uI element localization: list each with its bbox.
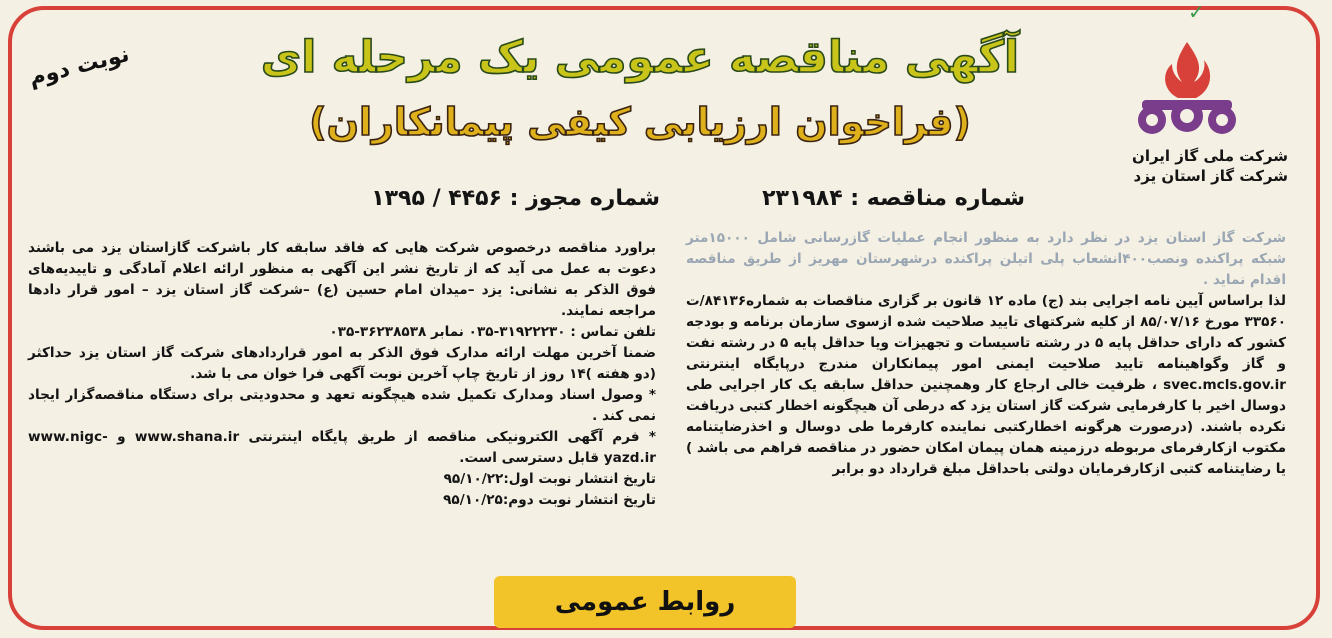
company-line-1: شرکت ملی گاز ایران [1132,147,1288,165]
first-publish-date: تاریخ انتشار نوبت اول:۹۵/۱۰/۲۲ [443,471,656,487]
company-name [1078,146,1288,186]
requirements-paragraph: لذا براساس آیین نامه اجرایی بند (ج) ماده ۱۲ قانون بر گزاری مناقصات به شماره۸۴۱۳۶/ت ۳۳۵۶۰ مورخ ۸۵/۰۷/۱۶ از کلیه شرکتهای تایید صلاحیت شده ازسوی سازمان برنامه و بودجه کشور که دارای حداقل پایه ۵ در رشته تاسیسات و تجهیزات ویا حداقل پایه ۵ در رشته نفت و گاز وگواهینامه تایید صلاحیت ایمنی امور پیمانکاران مندرج درپایگاه اینترنتی svec.mcls.gov.ir ، ظرفیت خالی ارجاع کار وهمچنین حداقل سابقه یک کار اجرایی طی دوسال اخیر با کارفرمایی شرکت گاز استان یزد که درطی آن هیچگونه اخطار کتبی دریافت نکرده باشند. (درصورت هرگونه اخطارکتبی نماینده کارفرما طی دوسال و اخذرضایتنامه مکتوب ازکارفرمای مربوطه درزمینه همان پیمان امکان حضور در مناقصه فراهم می باشد ) یا رضایتنامه کتبی ازکارفرمایان دولتی باحداقل مبلغ قرارداد دو برابر [686,293,1287,477]
round-badge: نوبت دوم [26,41,132,92]
contact-phone: تلفن تماس : ۳۱۹۲۲۲۳۰-۰۳۵ نمابر ۳۶۲۳۸۵۳۸-۰۳۵ [329,324,656,340]
notice-title: آگهی مناقصه عمومی یک مرحله ای [260,32,1020,83]
company-line-2: شرکت گاز استان یزد [1133,167,1288,185]
nigc-logo-icon [1112,38,1262,146]
note-website: * فرم آگهی الکترونیکی مناقصه از طریق پایگاه اینترنتی www.shana.ir و www.nigc-yazd.ir قابل دسترسی است. [28,429,656,466]
second-publish-date: تاریخ انتشار نوبت دوم:۹۵/۱۰/۲۵ [443,492,656,508]
tender-number: شماره مناقصه : ۲۳۱۹۸۴ [762,186,1025,211]
invitation-paragraph: براورد مناقصه درخصوص شرکت هایی که فاقد سابقه کار باشرکت گازاستان یزد می باشند دعوت به عمل می آید که از تاریخ نشر این آگهی به منظور ارائه اعلام آمادگی و تاییدیه‌های فوق الذکر به نشانی: یزد –میدان امام حسین (ع) –شرکت گاز استان یزد – امور قرار دادها مراجعه نمایند. [28,240,656,319]
right-column [686,228,1286,480]
deadline-paragraph: ضمنا آخرین مهلت ارائه مدارک فوق الذکر به امور قراردادهای شرکت گاز استان یزد حداکثر (دو هفته )۱۴ روز از تاریخ چاپ آخرین نوبت آگهی فرا خوان می با شد. [28,345,656,382]
intro-paragraph: شرکت گاز استان یزد در نظر دارد به منظور انجام عملیات گازرسانی شامل ۱۵۰۰۰متر شبکه پراکنده ونصب۴۰۰انشعاب پلی اتیلن پراکنده درشهرستان مهریز از طریق مناقصه اقدام نماید . [686,230,1287,288]
left-column [28,238,656,511]
public-relations-banner: روابط عمومی [494,576,796,628]
corner-mark: ✓ [1188,0,1205,24]
notice-subtitle: (فراخوان ارزیابی کیفی پیمانکاران) [309,100,971,144]
permit-number: شماره مجوز : ۴۴۵۶ / ۱۳۹۵ [371,186,660,211]
note-documents: * وصول اسناد ومدارک تکمیل شده هیچگونه تعهد و محدودیتی برای دستگاه مناقصه‌گزار ایجاد نمی کند . [28,387,656,424]
